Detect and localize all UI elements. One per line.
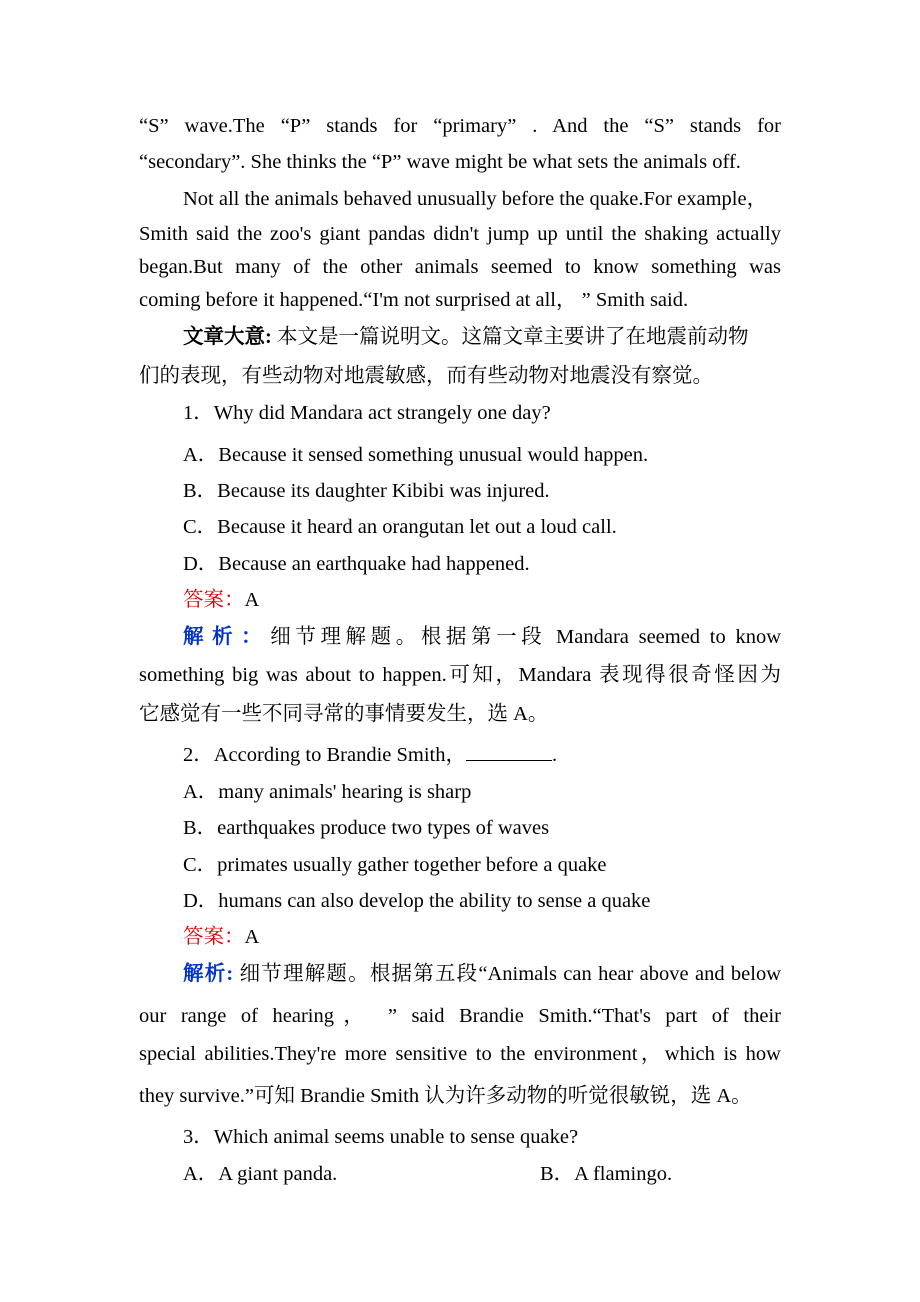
summary-label: 文章大意: — [183, 326, 272, 348]
passage-line: Smith said the zoo's giant pandas didn't jump up until the shaking actually — [139, 223, 781, 245]
question-3: 3．Which animal seems unable to sense quake? — [183, 1126, 579, 1148]
summary-line — [183, 324, 781, 350]
question-1: 1．Why did Mandara act strangely one day? — [183, 402, 551, 424]
q3-option-a: A．A giant panda. — [183, 1163, 338, 1185]
question-2-end: . — [551, 744, 558, 766]
answer-blank — [466, 742, 552, 761]
q1-option-c: C．Because it heard an orangutan let out a loud call. — [183, 516, 617, 538]
passage-line: began.But many of the other animals seemed to know something was — [139, 256, 781, 278]
q2-option-c: C．primates usually gather together before a quake — [183, 854, 607, 876]
answer-label: 答案： — [183, 589, 245, 611]
q1-analysis-line: something big was about to happen.可知，Mandara 表现得很奇怪因为 — [139, 664, 781, 686]
answer-value: A — [244, 589, 260, 611]
passage-line: coming before it happened.“I'm not surprised at all， ” Smith said. — [139, 289, 689, 311]
q2-analysis-line: special abilities.They're more sensitive to the environment，which is how — [139, 1043, 781, 1065]
q1-option-b: B．Because its daughter Kibibi was injured. — [183, 480, 550, 502]
q1-answer — [183, 587, 781, 613]
q2-answer — [183, 924, 781, 950]
answer-label: 答案： — [183, 926, 245, 948]
q1-option-a: A．Because it sensed something unusual would happen. — [183, 444, 649, 466]
question-2-text: 2．According to Brandie Smith， — [183, 744, 466, 766]
q1-option-d: D．Because an earthquake had happened. — [183, 553, 530, 575]
passage-line: “secondary”. She thinks the “P” wave might be what sets the animals off. — [139, 151, 741, 173]
summary-text: 本文是一篇说明文。这篇文章主要讲了在地震前动物 — [271, 326, 749, 348]
passage-line: Not all the animals behaved unusually before the quake.For example， — [183, 188, 768, 210]
q2-analysis-line: our range of hearing， ” said Brandie Smith.“That's part of their — [139, 1005, 781, 1027]
analysis-text: 细节理解题。根据第五段“Animals can hear above and below — [233, 963, 781, 985]
q2-option-b: B．earthquakes produce two types of waves — [183, 817, 550, 839]
analysis-label: 解析： — [183, 626, 271, 648]
q2-analysis-line — [183, 961, 781, 987]
q2-option-a: A．many animals' hearing is sharp — [183, 781, 472, 803]
q2-analysis-line: they survive.”可知 Brandie Smith 认为许多动物的听觉很敏锐，选 A。 — [139, 1085, 752, 1107]
passage-line: “S” wave.The “P” stands for “primary” . And the “S” stands for — [139, 115, 781, 137]
q3-option-b: B．A flamingo. — [540, 1163, 673, 1185]
q1-analysis-line — [183, 624, 781, 650]
question-2 — [183, 742, 781, 768]
q2-option-d: D．humans can also develop the ability to sense a quake — [183, 890, 651, 912]
summary-line: 们的表现，有些动物对地震敏感，而有些动物对地震没有察觉。 — [139, 365, 713, 387]
analysis-text: 细节理解题。根据第一段 Mandara seemed to know — [270, 626, 781, 648]
answer-value: A — [244, 926, 260, 948]
q3-options-row — [183, 1161, 781, 1187]
analysis-label: 解析: — [183, 963, 234, 985]
q1-analysis-line: 它感觉有一些不同寻常的事情要发生，选 A。 — [139, 703, 549, 725]
